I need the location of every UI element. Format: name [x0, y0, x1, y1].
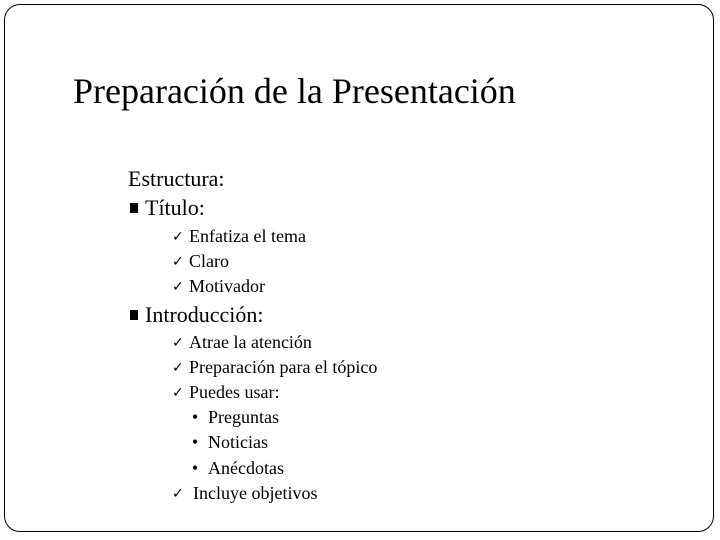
check-icon: ✓: [172, 384, 184, 401]
sub-list-item: [190, 432, 268, 453]
list-item: [172, 332, 312, 353]
list-item: [172, 483, 317, 504]
list-item-text: Motivador: [189, 276, 265, 296]
square-bullet-icon: [130, 203, 138, 213]
section-heading-text: Título:: [145, 195, 205, 220]
check-icon: ✓: [172, 253, 184, 270]
list-item-text: Preparación para el tópico: [189, 357, 378, 377]
sub-list-item-text: Noticias: [208, 432, 268, 452]
structure-label-text: Estructura:: [128, 166, 225, 191]
list-item-text: Atrae la atención: [189, 332, 312, 352]
list-item: [172, 226, 306, 247]
dot-bullet-icon: •: [191, 432, 199, 452]
section-heading-introduccion: [130, 302, 264, 328]
check-icon: ✓: [172, 228, 184, 245]
slide-title: Preparación de la Presentación: [73, 71, 516, 111]
list-item: [172, 382, 279, 403]
section-heading-titulo: [130, 195, 205, 221]
list-item-text: Enfatiza el tema: [189, 226, 306, 246]
list-item: [172, 357, 377, 378]
square-bullet-icon: [130, 310, 138, 320]
list-item: [172, 276, 265, 297]
dot-bullet-icon: •: [191, 458, 199, 478]
list-item-text: Claro: [189, 251, 229, 271]
list-item-text: Puedes usar:: [189, 382, 280, 402]
list-item: [172, 251, 229, 272]
check-icon: ✓: [172, 278, 184, 295]
check-icon: ✓: [172, 359, 184, 376]
structure-label: [128, 166, 225, 192]
dot-bullet-icon: •: [191, 407, 199, 427]
sub-list-item: [190, 458, 284, 479]
sub-list-item: [190, 407, 279, 428]
section-heading-text: Introducción:: [145, 302, 264, 327]
sub-list-item-text: Anécdotas: [208, 458, 284, 478]
sub-list-item-text: Preguntas: [208, 407, 279, 427]
check-icon: ✓: [172, 485, 184, 502]
list-item-text: Incluye objetivos: [193, 483, 318, 503]
check-icon: ✓: [172, 334, 184, 351]
